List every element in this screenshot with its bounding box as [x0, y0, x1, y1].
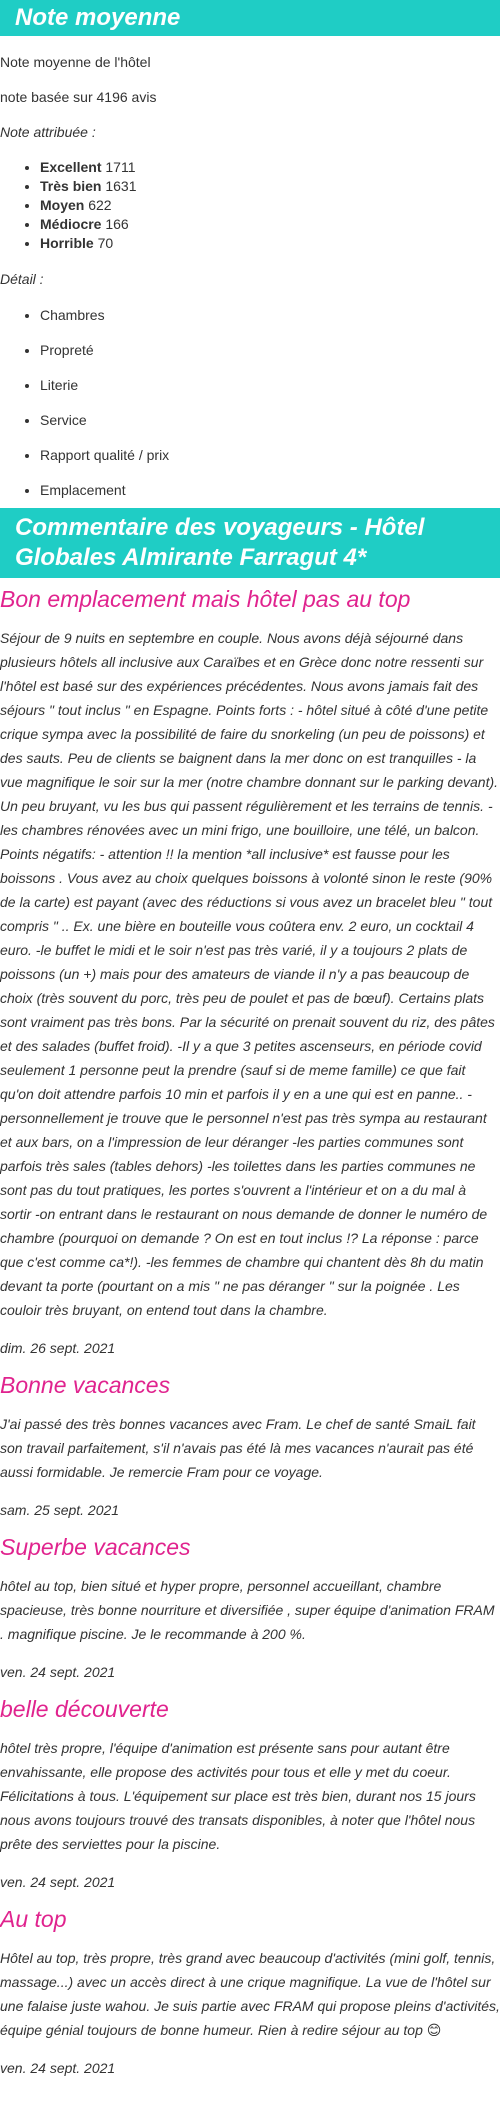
review-body: Hôtel au top, très propre, très grand avec beaucoup d'activités (mini golf, tennis, massage...) avec un accès direct à une crique magnifique. La vue de l'hôtel sur une falaise juste wahou. Je suis partie avec FRAM qui propose pleins d'activités, équipe génial toujours de bonne humeur. Rien à redire séjour au top 😊 [0, 1950, 500, 2038]
detail-item-emplacement: • Emplacement [40, 480, 500, 500]
rating-count: 70 [97, 235, 114, 251]
rating-count: 622 [88, 197, 112, 213]
rating-label: Médiocre [40, 216, 102, 232]
review-title: Superbe vacances [0, 1534, 191, 1560]
review-body: Séjour de 9 nuits en septembre en couple. Nous avons déjà séjourné dans plusieurs hôtels all inclusive aux Caraïbes et en Grèce donc notre ressenti sur l'hôtel est basé sur des expériences précédentes. Nous avons jamais fait des séjours " tout inclus " en Espagne. Points forts : - hôtel situé à côté d'une petite crique sympa avec la possibilité de faire du snorkeling (un peu de poissons) et des sauts. Peu de clients se baignent dans la mer donc on est tranquilles - la vue magnifique le soir sur la mer (notre chambre donnant sur le parking devant). Un peu bruyant, vu les bus qui passent régulièrement et les terrains de tennis. -les chambres rénovées avec un mini frigo, une bouilloire, une télé, un balcon. Points négatifs: - attention !! la mention *all inclusive* est fausse pour les boissons . Vous avez au choix quelques boissons à volonté sinon le reste (90% de la carte) est payant (avec des réductions si vous avez un bracelet bleu " tout compris " .. Ex. une bière en bouteille vous coûtera env. 2 euro, un cocktail 4 euro. -le buffet le midi et le soir n'est pas très varié, il y a toujours 2 plats de poissons (un +) mais pour des amateurs de viande il n'y a pas beaucoup de choix (très souvent du porc, très peu de poulet et pas de bœuf). Certains plats sont vraiment pas très bons. Par la sécurité on prenait souvent du riz, des pâtes et des salades (buffet froid). -Il y a que 3 petites ascenseurs, en période covid seulement 1 personne peut la prendre (sauf si de meme famille) ce que fait qu'on doit attendre parfois 10 min et parfois il y en a une qui est en panne.. -personnellement je trouve que le personnel n'est pas très sympa au restaurant et aux bars, on a l'impression de leur déranger -les parties communes sont parfois très sales (tables dehors) -les toilettes dans les parties communes ne sont pas du tout pratiques, les portes s'ouvrent a l'intérieur et on a du mal à sortir -on entrant dans le restaurant on nous demande de donner le numéro de chambre (pourquoi on demande ? On est en tout inclus !? La réponse : parce que c'est comme ca*!). -les femmes de chambre qui chantent dès 8h du matin devant ta porte (pourtant on a mis " ne pas déranger " sur la poignée . Les couloir très bruyant, on entend tout dans la chambre. [0, 630, 499, 1318]
detail-item-literie: • Literie [40, 375, 500, 395]
review-date: ven. 24 sept. 2021 [0, 1874, 116, 1890]
review-date: sam. 25 sept. 2021 [0, 1502, 120, 1518]
rating-label: Excellent [40, 159, 102, 175]
review-item [0, 1904, 500, 2078]
review-title: belle découverte [0, 1696, 169, 1722]
detail-criteria-list [0, 305, 500, 500]
review-item [0, 1370, 500, 1520]
review-date: ven. 24 sept. 2021 [0, 1664, 116, 1680]
detail-item-chambres: • Chambres [40, 305, 500, 325]
review-item [0, 1532, 500, 1682]
rating-item-mediocre [40, 215, 500, 234]
detail-item-rapport-qualite-prix: • Rapport qualité / prix [40, 445, 500, 465]
detail-label: Détail : [0, 271, 44, 287]
review-title: Au top [0, 1906, 67, 1932]
review-item [0, 1694, 500, 1892]
review-date: dim. 26 sept. 2021 [0, 1340, 116, 1356]
review-body: J'ai passé des très bonnes vacances avec Fram. Le chef de santé SmaiL fait son travail parfaitement, s'il n'avais pas été là mes vacances n'aurait pas été aussi formidable. Je remercie Fram pour ce voyage. [0, 1416, 476, 1480]
rating-label: Horrible [40, 235, 94, 251]
assigned-rating-label: Note attribuée : [0, 124, 96, 140]
rating-item-tres-bien [40, 177, 500, 196]
reviews-section-title: Commentaire des voyageurs - Hôtel Globales Almirante Farragut 4* [0, 508, 500, 578]
hotel-average-label: Note moyenne de l'hôtel [0, 54, 151, 70]
rating-item-moyen [40, 196, 500, 215]
rating-count: 166 [105, 216, 129, 232]
rating-breakdown-list [0, 158, 500, 253]
rating-section-title: Note moyenne [0, 0, 500, 36]
review-count: note basée sur 4196 avis [0, 89, 157, 105]
reviews-list [0, 584, 500, 2078]
review-item [0, 584, 500, 1358]
review-body: hôtel très propre, l'équipe d'animation est présente sans pour autant être envahissante, elle propose des activités pour tous et elle y met du coeur. Félicitations à tous. L'équipement sur place est très bien, durant nos 15 jours nous avons toujours trouvé des transats disponibles, à noter que l'hôtel nous prête des serviettes pour la piscine. [0, 1740, 476, 1852]
detail-item-proprete: • Propreté [40, 340, 500, 360]
detail-item-service: • Service [40, 410, 500, 430]
rating-label: Moyen [40, 197, 85, 213]
review-title: Bon emplacement mais hôtel pas au top [0, 586, 411, 612]
review-body: hôtel au top, bien situé et hyper propre, personnel accueillant, chambre spacieuse, très bonne nourriture et diversifiée , super équipe d'animation FRAM . magnifique piscine. Je le recommande à 200 %. [0, 1578, 495, 1642]
review-date: ven. 24 sept. 2021 [0, 2060, 116, 2076]
rating-count: 1711 [105, 159, 136, 175]
rating-item-horrible [40, 234, 500, 253]
rating-section [0, 36, 500, 500]
review-title: Bonne vacances [0, 1372, 171, 1398]
rating-item-excellent [40, 158, 500, 177]
rating-label: Très bien [40, 178, 102, 194]
rating-count: 1631 [105, 178, 137, 194]
